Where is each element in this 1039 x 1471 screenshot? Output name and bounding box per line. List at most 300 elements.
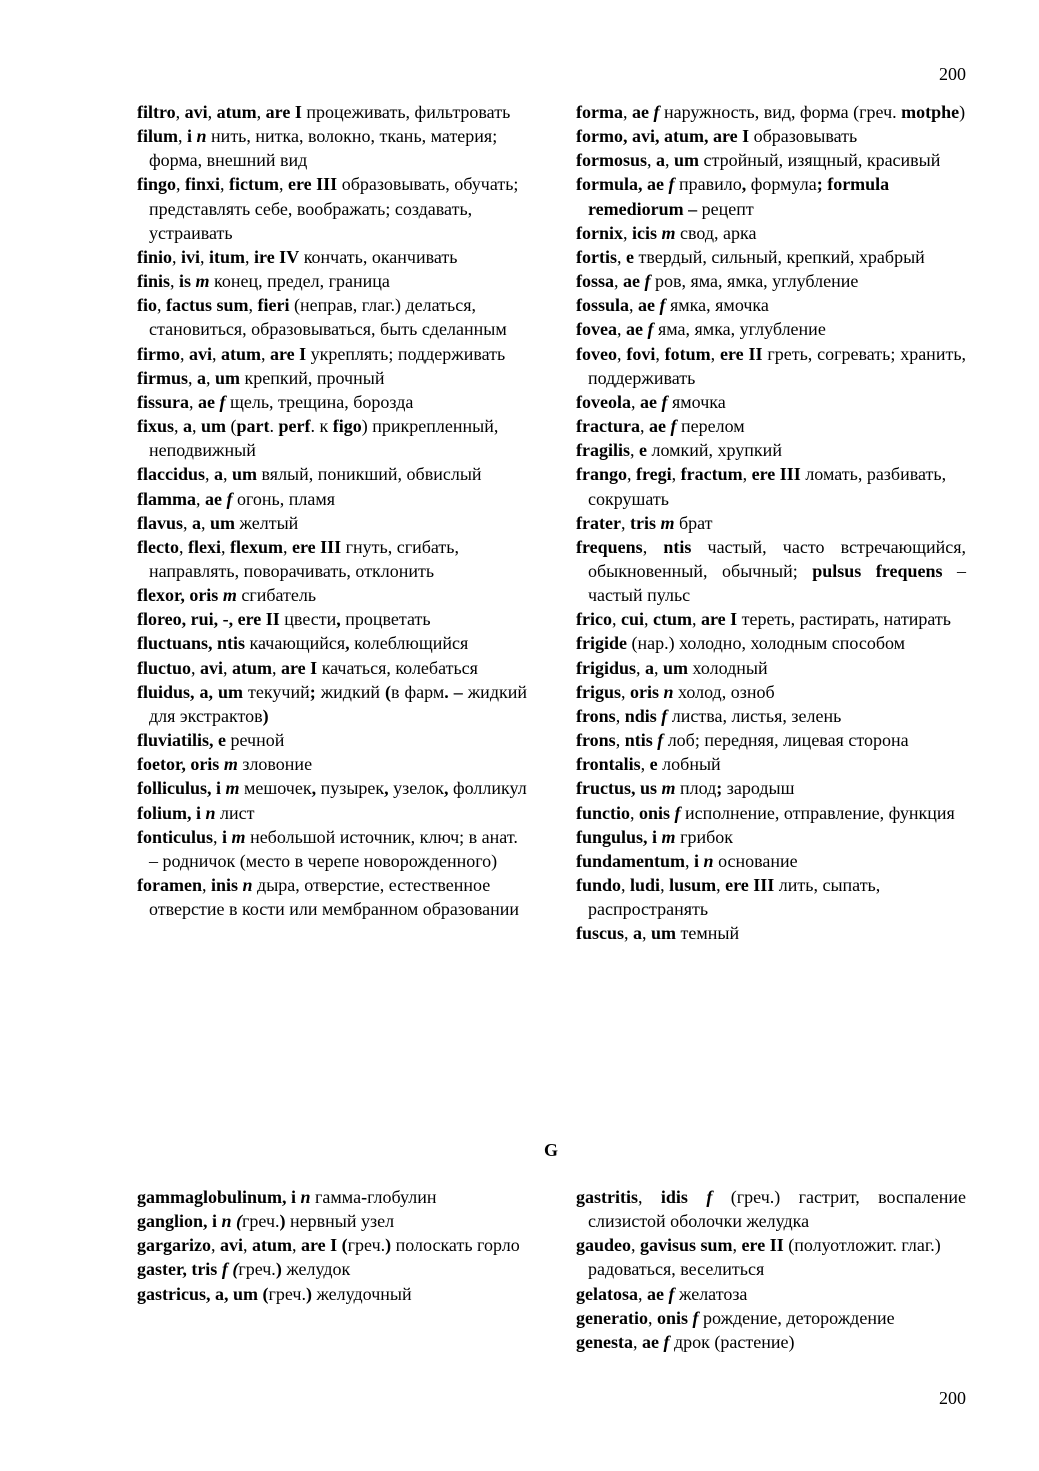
dictionary-entry (137, 100, 527, 124)
headword: functio (576, 802, 630, 823)
headword: e (639, 440, 647, 461)
headword: gastricus, a, um ( (137, 1283, 269, 1304)
gender-mark: m (661, 826, 676, 847)
headword: ere III (288, 174, 338, 195)
headword: genesta (576, 1331, 633, 1352)
definition-text: ) прикрепленный, неподвижный (149, 416, 499, 461)
dictionary-entry (576, 462, 966, 510)
headword: fuscus (576, 923, 625, 944)
definition-text: процеживать, фильтровать (301, 102, 511, 122)
headword: gelatosa (576, 1283, 638, 1304)
definition-text: яма, ямка, углубление (653, 319, 826, 340)
headword: ae (631, 102, 649, 122)
definition-text: рождение, деторождение (698, 1307, 895, 1328)
definition-text: , (223, 657, 233, 678)
definition-text: , (157, 295, 166, 316)
definition-text: , (639, 416, 649, 437)
definition-text: грибок (675, 826, 733, 847)
definition-text: . (269, 416, 279, 437)
definition-text: перелом (676, 416, 745, 437)
definition-text: желудочный (311, 1283, 412, 1304)
headword: icis (632, 222, 657, 243)
headword: um (215, 367, 241, 388)
gender-mark: n (196, 126, 207, 147)
dictionary-entry (137, 1209, 527, 1233)
headword: fotum (664, 343, 711, 364)
definition-text: сгибатель (236, 585, 317, 606)
headword: are I (701, 609, 738, 630)
headword: are I (300, 1235, 338, 1256)
definition-text: огонь, пламя (232, 488, 336, 509)
headword: perf (278, 416, 311, 437)
headword: e (649, 754, 658, 775)
headword: avi (219, 1235, 243, 1256)
definition-text: мешочек (239, 778, 312, 799)
headword: ( (341, 1235, 348, 1256)
headword: inis (210, 875, 239, 895)
dictionary-entry (137, 776, 527, 800)
headword: frons (576, 705, 616, 726)
definition-text: , (638, 1187, 661, 1207)
definition-text: греч. (347, 1235, 386, 1256)
definition-text: нервный узел (285, 1211, 395, 1232)
headword: gavisus sum (640, 1235, 733, 1256)
definition-text: (нар.) холодно, холодным способом (627, 633, 906, 654)
headword: . – (444, 681, 463, 702)
definition-text: греч. (242, 1211, 280, 1232)
headword: fonticulus (137, 826, 214, 847)
definition-text: полоскать горло (391, 1235, 520, 1256)
headword: ere III (291, 536, 342, 557)
headword: ae (204, 488, 222, 509)
definition-text: холод, озноб (673, 681, 775, 702)
definition-text: , (621, 875, 631, 895)
definition-text: стройный, изящный, красивый (699, 150, 941, 171)
dictionary-entry (576, 245, 966, 269)
definition-text: , (210, 1235, 220, 1256)
headword: fluidus, a, um (137, 681, 244, 702)
dictionary-entry (576, 1306, 966, 1330)
headword: avi (184, 102, 208, 122)
headword: gammaglobulinum, i (137, 1187, 297, 1207)
definition-text: (неправ, глаг.) делаться, становиться, образовываться, быть сделанным (149, 295, 507, 340)
headword: part (236, 416, 270, 437)
headword: a (645, 657, 655, 678)
dictionary-entry (137, 462, 527, 486)
definition-text: , (223, 464, 233, 485)
definition-text: нить, нитка, волокно, ткань, материя; форма, внешний вид (149, 126, 498, 171)
dictionary-entry (576, 172, 966, 220)
definition-text: , (710, 343, 721, 364)
definition-text: , (172, 246, 182, 267)
headword: fractura (576, 416, 640, 437)
definition-text: твердый, сильный, крепкий, храбрый (633, 246, 925, 267)
headword: e (625, 246, 634, 267)
definition-text: , (692, 609, 701, 630)
gender-mark: f (219, 391, 226, 412)
definition-text: , (647, 1307, 657, 1328)
headword: fungulus, i (576, 826, 658, 847)
headword: generatio (576, 1307, 648, 1328)
gender-mark: n (300, 1187, 311, 1207)
headword: onis (639, 802, 671, 823)
gender-mark: m (222, 585, 237, 606)
definition-text: , (630, 440, 639, 461)
definition-text: , (660, 875, 670, 895)
definition-text: ров, яма, ямка, углубление (650, 271, 859, 292)
headword: a (214, 464, 224, 485)
headword: ere III (751, 464, 801, 485)
headword: firmo (137, 343, 180, 364)
definition-text: холодный (688, 657, 768, 678)
definition-text: лист (215, 802, 255, 823)
gender-mark: f (644, 271, 651, 292)
headword: um (651, 923, 677, 944)
headword: factus sum (166, 295, 249, 316)
gender-mark: f (668, 1283, 675, 1304)
definition-text: , (189, 391, 199, 412)
definition-text: желтый (235, 512, 299, 533)
headword: fossa (576, 271, 615, 292)
headword: tris (629, 512, 656, 533)
headword: um (674, 150, 700, 171)
definition-text: , (616, 246, 626, 267)
headword: ere III (725, 875, 775, 895)
headword: folliculus, i (137, 778, 222, 799)
definition-text: , (654, 657, 664, 678)
definition-text: , (206, 367, 215, 388)
definition-text: желатоза (674, 1283, 748, 1304)
definition-text: небольшой источник, ключ; в анат. – родничок (место в черепе новорожденного) (149, 826, 518, 871)
definition-text: , (620, 512, 630, 533)
headword: gargarizo (137, 1235, 211, 1256)
dictionary-entry (576, 1282, 966, 1306)
definition-text: , (623, 222, 632, 243)
dictionary-entry (576, 124, 966, 148)
headword: ndis (624, 705, 657, 726)
gender-mark: f (661, 391, 668, 412)
definition-text: , (195, 488, 205, 509)
dictionary-entry (576, 607, 966, 631)
definition-text: образовывать (749, 126, 858, 147)
dictionary-entry (576, 921, 966, 945)
g-right-column (576, 1185, 966, 1354)
headword: ae (638, 295, 656, 316)
headword: atum (216, 102, 257, 122)
dictionary-entry (576, 873, 966, 921)
headword: ae (639, 391, 657, 412)
dictionary-entry (576, 317, 966, 341)
definition-text: , (631, 1235, 641, 1256)
definition-text: , (615, 705, 625, 726)
definition-text: щель, трещина, борозда (225, 391, 414, 412)
headword: ae (647, 1283, 664, 1304)
headword: ere II (720, 343, 763, 364)
definition-text: наружность, вид, форма (греч. (659, 102, 902, 122)
gender-mark: f (668, 174, 675, 195)
definition-text: темный (676, 923, 740, 944)
definition-text: греч. (238, 1259, 276, 1280)
headword: ire IV (254, 246, 300, 267)
definition-text: , (629, 295, 639, 316)
headword: ) (385, 1235, 392, 1256)
dictionary-entry (137, 1257, 527, 1281)
headword: gastritis (576, 1187, 638, 1207)
headword: is (179, 271, 192, 292)
dictionary-entry (137, 1282, 527, 1306)
definition-text: , (614, 271, 624, 292)
gender-mark: m (225, 778, 240, 799)
headword: fluctuans, ntis (137, 633, 246, 654)
headword: atum (232, 657, 273, 678)
definition-text: , (630, 391, 640, 412)
gender-mark: f (663, 1331, 670, 1352)
definition-text: жидкий для экстрактов (149, 681, 527, 726)
definition-text: , (175, 102, 185, 122)
definition-text: , (178, 536, 188, 557)
dictionary-entry (137, 535, 527, 583)
headword: ctum (653, 609, 692, 630)
gender-mark: f (659, 295, 666, 316)
headword: gaudeo (576, 1235, 632, 1256)
dictionary-entry (137, 728, 527, 752)
definition-text: , (279, 174, 289, 195)
headword: flaccidus (137, 464, 206, 485)
dictionary-entry (576, 1233, 966, 1281)
dictionary-entry (137, 366, 527, 390)
headword: are I (281, 657, 318, 678)
gender-mark: f (661, 705, 668, 726)
headword: fragilis (576, 440, 630, 461)
gender-mark: m (195, 271, 210, 292)
definition-text: качающийся (245, 633, 346, 654)
headword: ganglion, i (137, 1211, 218, 1232)
dictionary-entry (137, 607, 527, 631)
headword: a (197, 367, 206, 388)
definition-text: (полуотложит. глаг.) радоваться, веселиться (588, 1235, 941, 1280)
dictionary-entry (576, 148, 966, 172)
definition-text: , (178, 126, 188, 147)
headword: formula, ae (576, 174, 664, 195)
definition-text: в фарм (390, 681, 445, 702)
gender-mark: f (692, 1307, 699, 1328)
definition-text: ломкий, хрупкий (647, 440, 782, 461)
headword: foramen (137, 875, 202, 895)
definition-text: узелок (388, 778, 444, 799)
dictionary-entry (576, 801, 966, 825)
definition-text: гамма (310, 1187, 362, 1207)
headword: ( (384, 681, 391, 702)
gender-mark: n (205, 802, 216, 823)
definition-text: , (633, 1331, 642, 1352)
dictionary-entry (576, 511, 966, 535)
dictionary-entry (137, 752, 527, 776)
headword: frater (576, 512, 621, 533)
definition-text: , (245, 246, 255, 267)
dictionary-entry (137, 172, 527, 244)
headword: um (232, 464, 258, 485)
definition-text: колеблющийся (349, 633, 469, 654)
definition-text: лить, сыпать, распространять (588, 875, 881, 920)
definition-text: , (192, 416, 202, 437)
definition-text: , (179, 343, 189, 364)
dictionary-entry (576, 438, 966, 462)
dictionary-entry (137, 801, 527, 825)
headword: flexi (187, 536, 221, 557)
headword: pulsus frequens (812, 560, 943, 581)
definition-text: тереть, растирать, натирать (737, 609, 951, 630)
dictionary-entry (576, 776, 966, 800)
definition-text: , (716, 875, 726, 895)
definition-text: – частый пульс (588, 560, 967, 606)
gender-mark: f (653, 102, 660, 122)
headword: ivi (181, 246, 201, 267)
definition-text: лобный (657, 754, 721, 775)
gender-mark: f (674, 802, 681, 823)
headword: i (187, 126, 193, 147)
headword: ae (625, 319, 643, 340)
dictionary-entry (576, 1330, 966, 1354)
definition-text: , (685, 850, 695, 871)
dictionary-entry (137, 390, 527, 414)
section-letter: G (543, 1140, 558, 1160)
dictionary-entry (576, 631, 966, 655)
definition-text: , (630, 802, 639, 823)
dictionary-entry (576, 656, 966, 680)
headword: ae (198, 391, 216, 412)
dictionary-entry (576, 825, 966, 849)
dictionary-entry (137, 1185, 527, 1209)
headword: motphe (901, 102, 960, 122)
headword: ; formula remediorum – (588, 174, 890, 219)
definition-text: плод (675, 778, 717, 799)
headword: cui (620, 609, 644, 630)
headword: i (222, 826, 228, 847)
headword: um (210, 512, 236, 533)
headword: frons (576, 730, 616, 751)
headword: um (201, 416, 227, 437)
definition-text: укреплять; поддерживать (306, 343, 506, 364)
headword: idis (660, 1187, 688, 1207)
definition-text: ямка, ямочка (665, 295, 769, 316)
headword: frigus (576, 681, 621, 702)
headword: fundamentum (576, 850, 686, 871)
definition-text: , (655, 343, 665, 364)
definition-text: текучий (243, 681, 310, 702)
headword: flamma (137, 488, 196, 509)
headword: ) (279, 1211, 286, 1232)
headword: finxi (185, 174, 221, 195)
definition-text: , (183, 512, 193, 533)
dictionary-entry (137, 487, 527, 511)
headword: fovea (576, 319, 617, 340)
dictionary-entry (137, 825, 527, 873)
definition-text: , (282, 536, 292, 557)
headword: itum (209, 246, 246, 267)
dictionary-entry (137, 631, 527, 655)
gender-mark: f (657, 730, 664, 751)
headword: oris (630, 681, 659, 702)
definition-text: , (205, 464, 215, 485)
headword: , (336, 609, 341, 630)
gender-mark: f (670, 416, 677, 437)
definition-text: формула (746, 174, 817, 195)
headword: figo (332, 416, 362, 437)
headword: fluviatilis, e (137, 730, 226, 751)
dictionary-entry (576, 680, 966, 704)
headword: lusum (669, 875, 717, 895)
headword: flexor, oris (137, 585, 219, 606)
dictionary-entry (137, 680, 527, 728)
dictionary-entry (137, 583, 527, 607)
dictionary-entry (137, 511, 527, 535)
headword: fluctuo (137, 657, 191, 678)
dictionary-entry (137, 656, 527, 680)
gender-mark: m (660, 512, 675, 533)
definition-text: , (220, 536, 230, 557)
definition-text: греть, согревать; хранить, поддерживать (588, 343, 967, 388)
definition-text: , (644, 609, 653, 630)
definition-text: , (261, 343, 270, 364)
gender-mark: f (226, 488, 233, 509)
headword: frigide (576, 633, 627, 654)
definition-text: . к (310, 416, 333, 437)
headword: atum (251, 1235, 292, 1256)
definition-text: правило (674, 174, 742, 195)
headword: floreo, rui, -, ere II (137, 609, 280, 630)
definition-text: частый, часто встречающийся, обыкновенный, обычный; (588, 536, 966, 581)
definition-text: крепкий, прочный (240, 367, 385, 388)
headword: fingo (137, 174, 177, 195)
headword: finis (137, 271, 171, 292)
headword: , (741, 174, 747, 195)
headword: foveola (576, 391, 631, 412)
definition-text: (греч.) гастрит, воспаление слизистой оболочки желудка (588, 1187, 966, 1232)
definition-text: , (611, 609, 621, 630)
definition-text: дыра, отверстие, естественное отверстие в кости или мембранном образовании (149, 875, 520, 920)
headword: a (656, 150, 665, 171)
definition-text: , (213, 826, 223, 847)
gender-mark: f ( (221, 1259, 239, 1280)
dictionary-entry (137, 873, 527, 921)
dictionary-entry (576, 293, 966, 317)
headword: forma (576, 102, 623, 122)
definition-text: , (640, 754, 650, 775)
headword: fructus, us (576, 778, 658, 799)
headword: fixus (137, 416, 175, 437)
dictionary-entry (137, 342, 527, 366)
definition-text: ) (959, 102, 966, 122)
definition-text: , (272, 657, 282, 678)
headword: fractum (680, 464, 743, 485)
headword: fovi (626, 343, 656, 364)
definition-text: , (627, 464, 636, 485)
dictionary-entry (576, 752, 966, 776)
definition-text (688, 1187, 706, 1207)
headword: finio (137, 246, 173, 267)
headword: , (345, 633, 350, 654)
definition-text: желудок (281, 1259, 351, 1280)
headword: gaster, tris (137, 1259, 218, 1280)
definition-text: ломать, разбивать, сокрушать (588, 464, 947, 509)
definition-text: , (256, 102, 266, 122)
definition-text: , (616, 319, 626, 340)
headword: flavus (137, 512, 184, 533)
headword: fictum (229, 174, 280, 195)
definition-text: , (191, 657, 200, 678)
headword: firmus (137, 367, 188, 388)
definition-text: фолликул (448, 778, 527, 799)
